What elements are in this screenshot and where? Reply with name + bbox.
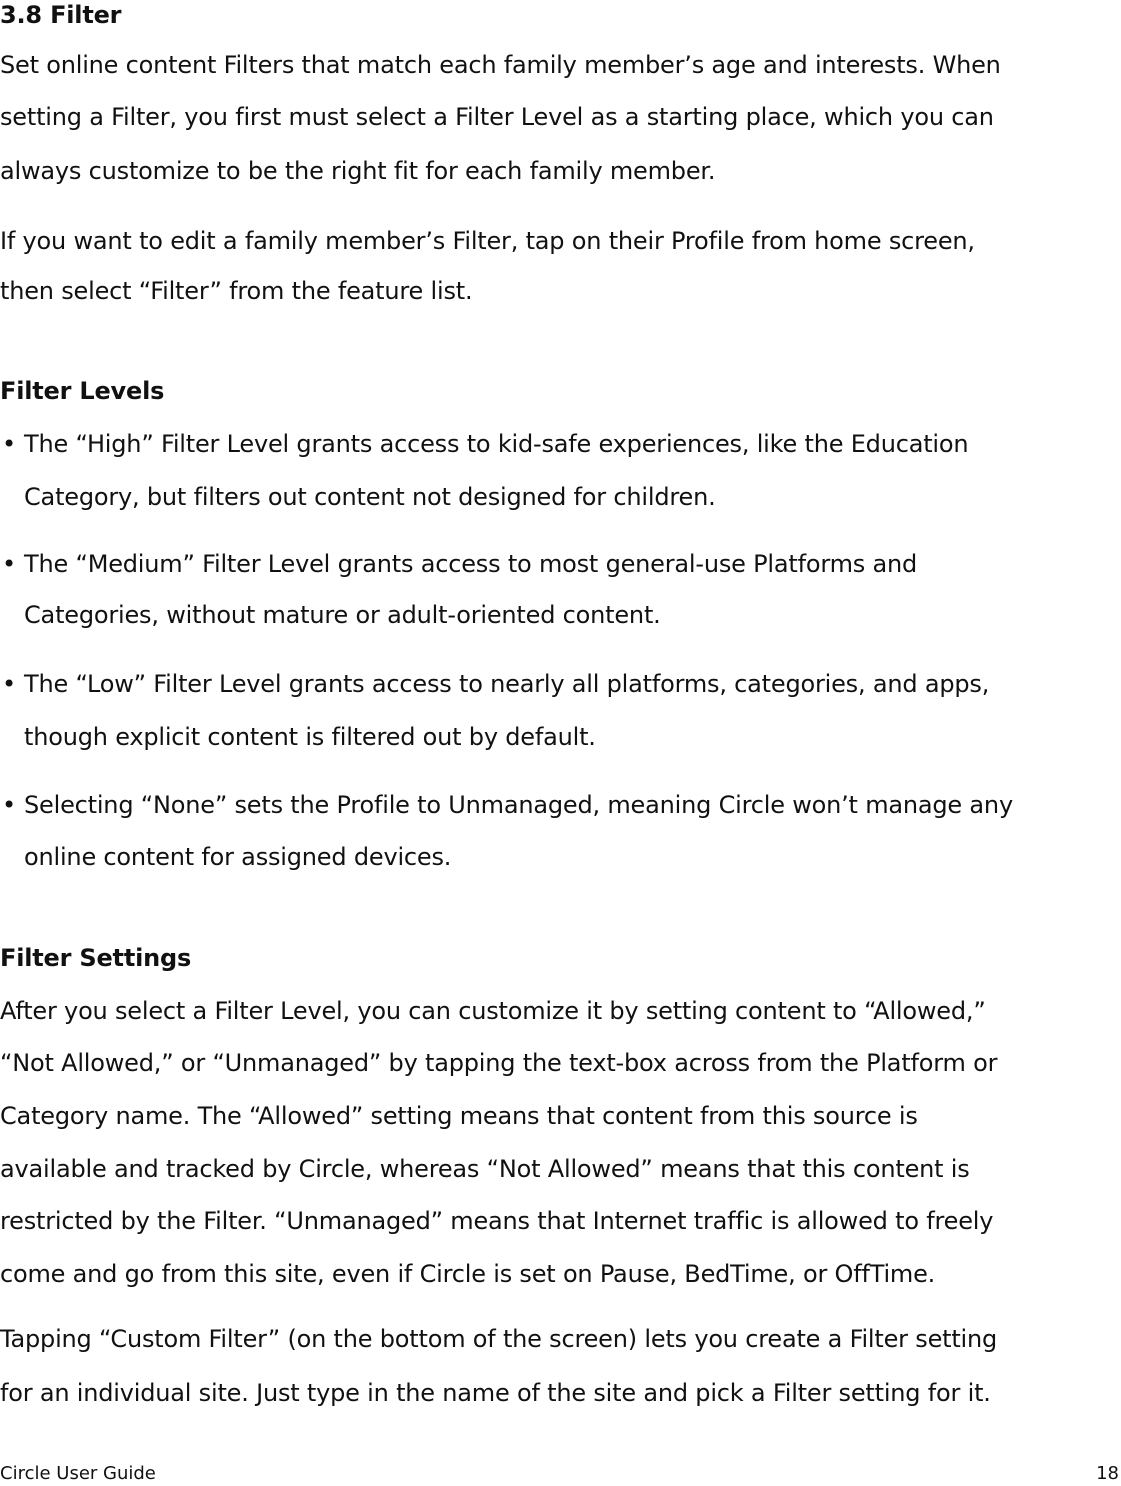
paragraph-line: Set online content Filters that match each family member’s age and interests. When	[0, 51, 1001, 79]
bullet-line: Category, but filters out content not designed for children.	[24, 483, 716, 511]
bullet-line: online content for assigned devices.	[24, 843, 452, 871]
subheading-filter-levels: Filter Levels	[0, 377, 165, 405]
section-title: 3.8 Filter	[0, 1, 122, 29]
bullet-line: The “Low” Filter Level grants access to nearly all platforms, categories, and apps,	[24, 670, 990, 698]
subheading-filter-settings: Filter Settings	[0, 944, 192, 972]
paragraph-line: available and tracked by Circle, whereas “Not Allowed” means that this content is	[0, 1155, 970, 1183]
bullet-icon: •	[2, 670, 17, 698]
paragraph-line: always customize to be the right fit for each family member.	[0, 157, 716, 185]
bullet-icon: •	[2, 430, 17, 458]
bullet-icon: •	[2, 791, 17, 819]
paragraph-line: come and go from this site, even if Circle is set on Pause, BedTime, or OffTime.	[0, 1260, 936, 1288]
paragraph-line: If you want to edit a family member’s Filter, tap on their Profile from home screen,	[0, 227, 975, 255]
footer-title: Circle User Guide	[0, 1463, 156, 1484]
paragraph-line: setting a Filter, you first must select a Filter Level as a starting place, which you can	[0, 103, 994, 131]
bullet-line: The “Medium” Filter Level grants access to most general-use Platforms and	[24, 550, 918, 578]
page-number: 18	[1096, 1463, 1119, 1484]
bullet-line: though explicit content is filtered out by default.	[24, 723, 596, 751]
paragraph-line: After you select a Filter Level, you can customize it by setting content to “Allowed,”	[0, 997, 986, 1025]
paragraph-line: restricted by the Filter. “Unmanaged” means that Internet traffic is allowed to freely	[0, 1207, 994, 1235]
paragraph-line: Tapping “Custom Filter” (on the bottom of the screen) lets you create a Filter setting	[0, 1325, 998, 1353]
paragraph-line: “Not Allowed,” or “Unmanaged” by tapping the text-box across from the Platform or	[0, 1049, 998, 1077]
paragraph-line: Category name. The “Allowed” setting means that content from this source is	[0, 1102, 918, 1130]
bullet-line: The “High” Filter Level grants access to kid-safe experiences, like the Education	[24, 430, 969, 458]
bullet-icon: •	[2, 550, 17, 578]
paragraph-line: then select “Filter” from the feature list.	[0, 277, 473, 305]
bullet-line: Categories, without mature or adult-oriented content.	[24, 601, 661, 629]
bullet-line: Selecting “None” sets the Profile to Unmanaged, meaning Circle won’t manage any	[24, 791, 1013, 819]
paragraph-line: for an individual site. Just type in the name of the site and pick a Filter setting for it.	[0, 1379, 991, 1407]
